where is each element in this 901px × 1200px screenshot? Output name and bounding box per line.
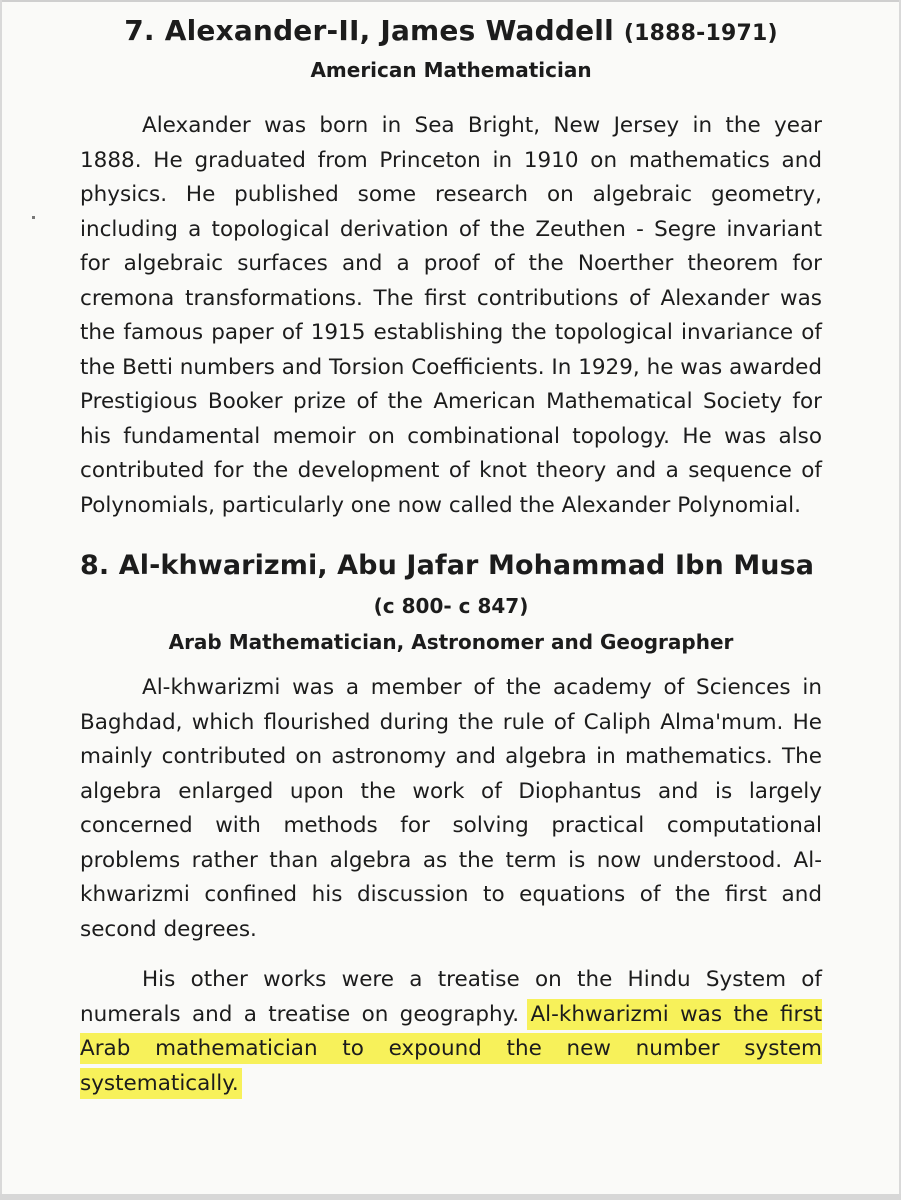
section-8-dates: (c 800- c 847): [373, 594, 529, 618]
page-left-border: [0, 0, 2, 1200]
section-7-years: (1888-1971): [623, 21, 778, 46]
section-7-name: Alexander-II, James Waddell: [164, 14, 614, 47]
section-8-paragraph-2: [80, 963, 822, 1101]
page-bottom-border: [0, 1194, 901, 1200]
section-8-number: 8.: [80, 550, 110, 581]
section-8-heading: [80, 547, 822, 585]
highlighted-sentence: Al-khwarizmi was the first Arab mathematician to expound the new number system systematically.: [80, 1001, 822, 1096]
section-8-name: Al-khwarizmi, Abu Jafar Mohammad Ibn Musa: [118, 550, 815, 581]
section-7-paragraph: Alexander was born in Sea Bright, New Jersey in the year 1888. He graduated from Princeton in 1910 on mathematics and physics. He published some research on algebraic geometry, including a topological derivation of the Zeuthen - Segre invariant for algebraic surfaces and a proof of the Noerther theorem for cremona transformations. The first contributions of Alexander was the famous paper of 1915 establishing the topological invariance of the Betti numbers and Torsion Coefficients. In 1929, he was awarded Prestigious Booker prize of the American Mathematical Society for his fundamental memoir on combinational topology. He was also contributed for the development of knot theory and a sequence of Polynomials, particularly one now called the Alexander Polynomial.: [80, 113, 822, 518]
scan-speck: [32, 216, 35, 219]
section-8-paragraph-1: Al-khwarizmi was a member of the academy of Sciences in Baghdad, which flourished during the rule of Caliph Alma'mum. He mainly contributed on astronomy and algebra in mathematics. The algebra enlarged upon the work of Diophantus and is largely concerned with methods for solving practical computational problems rather than algebra as the term is now understood. Al-khwarizmi confined his discussion to equations of the first and second degrees.: [80, 675, 822, 942]
section-7-number: 7.: [124, 14, 155, 47]
document-content: [80, 12, 822, 1101]
section-7-role: American Mathematician: [310, 58, 592, 82]
page-top-border: [0, 0, 901, 2]
section-8-role: Arab Mathematician, Astronomer and Geographer: [168, 630, 734, 654]
section-7-heading: [80, 12, 822, 53]
section-8-paragraph-2-text: His other works were a treatise on the Hindu System of numerals and a treatise on geography.: [80, 967, 822, 1027]
